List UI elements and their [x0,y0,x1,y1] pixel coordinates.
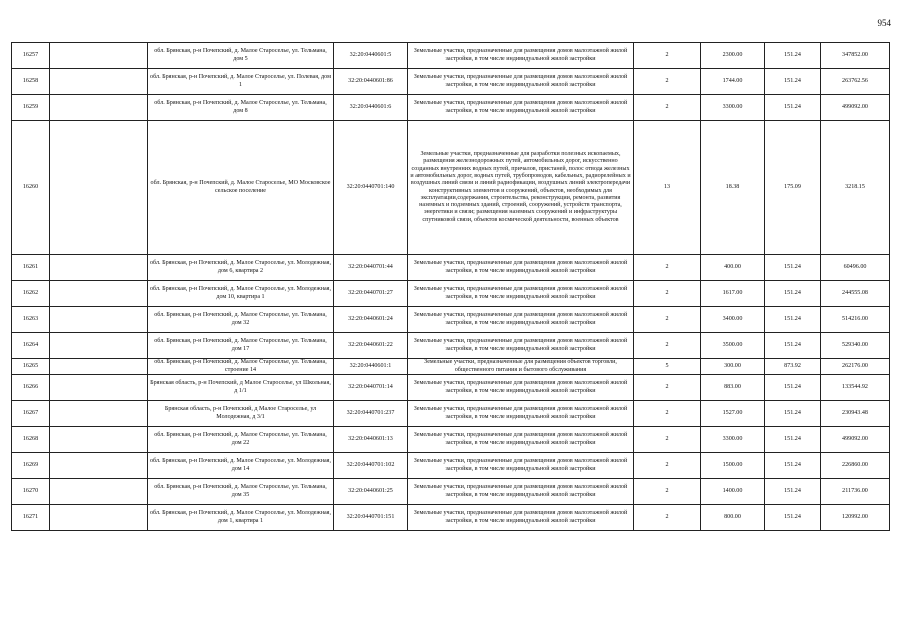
address-cell: обл. Брянская, р-н Почепский, д. Малое Староселье, ул. Молодежная, дом 14 [148,453,334,479]
cadastral-value: 3218.15 [821,121,890,255]
land-use-cell: Земельные участки, предназначенные для размещения домов малоэтажной жилой застройки, в том числе индивидуальной жилой застройки [408,505,634,531]
cadastral-value: 133544.92 [821,375,890,401]
land-use-cell: Земельные участки, предназначенные для размещения домов малоэтажной жилой застройки, в том числе индивидуальной жилой застройки [408,333,634,359]
table-row [12,307,890,333]
cadastral-number: 32:20:0440701:237 [334,401,408,427]
group-number: 5 [634,359,701,375]
rate-value: 151.24 [765,255,821,281]
group-number: 2 [634,479,701,505]
address-cell: Брянская область, р-н Почепский, д Малое Староселье, ул Молодежная, д 3/1 [148,401,334,427]
empty-cell [50,95,148,121]
area-value: 1527.00 [701,401,765,427]
rate-value: 175.09 [765,121,821,255]
empty-cell [50,121,148,255]
rate-value: 151.24 [765,333,821,359]
row-id: 16271 [12,505,50,531]
rate-value: 151.24 [765,43,821,69]
empty-cell [50,375,148,401]
area-value: 1400.00 [701,479,765,505]
empty-cell [50,505,148,531]
cadastral-value: 514216.00 [821,307,890,333]
land-use-cell: Земельные участки, предназначенные для размещения домов малоэтажной жилой застройки, в том числе индивидуальной жилой застройки [408,281,634,307]
row-id: 16270 [12,479,50,505]
address-cell: обл. Брянская, р-н Почепский, д. Малое Староселье, ул. Полевая, дом 1 [148,69,334,95]
cadastral-number: 32:20:0440701:140 [334,121,408,255]
empty-cell [50,307,148,333]
cadastral-number: 32:20:0440601:5 [334,43,408,69]
table-row [12,359,890,375]
address-cell: обл. Брянская, р-н Почепский, д. Малое Староселье, МО Московское сельское поселение [148,121,334,255]
cadastral-value: 499092.00 [821,427,890,453]
area-value: 1744.00 [701,69,765,95]
address-cell: обл. Брянская, р-н Почепский, д. Малое Староселье, ул. Тельмана, дом 32 [148,307,334,333]
cadastral-number: 32:20:0440601:1 [334,359,408,375]
area-value: 3500.00 [701,333,765,359]
land-use-cell: Земельные участки, предназначенные для размещения домов малоэтажной жилой застройки, в том числе индивидуальной жилой застройки [408,427,634,453]
rate-value: 151.24 [765,401,821,427]
area-value: 1500.00 [701,453,765,479]
group-number: 2 [634,281,701,307]
area-value: 3400.00 [701,307,765,333]
row-id: 16269 [12,453,50,479]
land-use-cell: Земельные участки, предназначенные для размещения объектов торговли, общественного питания и бытового обслуживания [408,359,634,375]
rate-value: 151.24 [765,95,821,121]
land-use-cell: Земельные участки, предназначенные для размещения домов малоэтажной жилой застройки, в том числе индивидуальной жилой застройки [408,375,634,401]
group-number: 2 [634,255,701,281]
cadastral-number: 32:20:0440701:44 [334,255,408,281]
group-number: 2 [634,95,701,121]
table-row [12,255,890,281]
land-use-cell: Земельные участки, предназначенные для размещения домов малоэтажной жилой застройки, в том числе индивидуальной жилой застройки [408,255,634,281]
table-row [12,479,890,505]
group-number: 2 [634,505,701,531]
land-use-cell: Земельные участки, предназначенные для размещения домов малоэтажной жилой застройки, в том числе индивидуальной жилой застройки [408,401,634,427]
group-number: 2 [634,375,701,401]
rate-value: 151.24 [765,69,821,95]
land-use-cell: Земельные участки, предназначенные для размещения домов малоэтажной жилой застройки, в том числе индивидуальной жилой застройки [408,95,634,121]
address-cell: Брянская область, р-н Почепский, д Малое Староселье, ул Школьная, д 1/1 [148,375,334,401]
area-value: 2300.00 [701,43,765,69]
area-value: 883.00 [701,375,765,401]
rate-value: 151.24 [765,307,821,333]
cadastral-number: 32:20:0440701:27 [334,281,408,307]
cadastral-number: 32:20:0440601:22 [334,333,408,359]
land-use-cell: Земельные участки, предназначенные для размещения домов малоэтажной жилой застройки, в том числе индивидуальной жилой застройки [408,43,634,69]
cadastral-number: 32:20:0440601:13 [334,427,408,453]
rate-value: 873.92 [765,359,821,375]
row-id: 16265 [12,359,50,375]
empty-cell [50,255,148,281]
address-cell: обл. Брянская, р-н Почепский, д. Малое Староселье, ул. Молодежная, дом 10, квартира 1 [148,281,334,307]
rate-value: 151.24 [765,375,821,401]
area-value: 3300.00 [701,427,765,453]
empty-cell [50,453,148,479]
row-id: 16264 [12,333,50,359]
group-number: 2 [634,453,701,479]
table-row [12,333,890,359]
empty-cell [50,401,148,427]
table-row [12,121,890,255]
cadastral-value: 60496.00 [821,255,890,281]
land-use-cell: Земельные участки, предназначенные для разработки полезных ископаемых, размещения железнодорожных путей, автомобильных дорог, искусственно созданных внутренних водных путей, причалов, пристаней, полос отвода железных и автомобильных дорог, водных путей, трубопроводов, кабельных, радиорелейных и воздушных линий связи и линий радиофикации, воздушных линий электропередачи конструктивных элементов и сооружений, объектов, необходимых для эксплуатации,содержания, строительства, реконструкции, ремонта, развития наземных и подземных зданий, строений, сооружений, устройств транспорта, энергетики и связи; размещения наземных сооружений и инфраструктуры спутниковой связи, объектов космической деятельности, военных объектов [408,121,634,255]
address-cell: обл. Брянская, р-н Почепский, д. Малое Староселье, ул. Тельмана, дом 22 [148,427,334,453]
group-number: 2 [634,43,701,69]
table-row [12,505,890,531]
area-value: 18.38 [701,121,765,255]
group-number: 2 [634,69,701,95]
area-value: 400.00 [701,255,765,281]
cadastral-number: 32:20:0440601:25 [334,479,408,505]
table-row [12,69,890,95]
address-cell: обл. Брянская, р-н Почепский, д. Малое Староселье, ул. Тельмана, дом 5 [148,43,334,69]
cadastral-value: 499092.00 [821,95,890,121]
address-cell: обл. Брянская, р-н Почепский, д. Малое Староселье, ул. Молодежная, дом 1, квартира 1 [148,505,334,531]
address-cell: обл. Брянская, р-н Почепский, д. Малое Староселье, ул. Тельмана, дом 8 [148,95,334,121]
rate-value: 151.24 [765,453,821,479]
cadastral-number: 32:20:0440701:14 [334,375,408,401]
table-row [12,95,890,121]
rate-value: 151.24 [765,427,821,453]
table-row [12,281,890,307]
address-cell: обл. Брянская, р-н Почепский, д. Малое Староселье, ул. Молодежная, дом 6, квартира 2 [148,255,334,281]
table-row [12,427,890,453]
row-id: 16266 [12,375,50,401]
rate-value: 151.24 [765,505,821,531]
group-number: 13 [634,121,701,255]
land-use-cell: Земельные участки, предназначенные для размещения домов малоэтажной жилой застройки, в том числе индивидуальной жилой застройки [408,69,634,95]
row-id: 16267 [12,401,50,427]
empty-cell [50,281,148,307]
rate-value: 151.24 [765,281,821,307]
table-row [12,453,890,479]
row-id: 16257 [12,43,50,69]
table-row [12,375,890,401]
land-use-cell: Земельные участки, предназначенные для размещения домов малоэтажной жилой застройки, в том числе индивидуальной жилой застройки [408,307,634,333]
empty-cell [50,359,148,375]
row-id: 16263 [12,307,50,333]
group-number: 2 [634,307,701,333]
row-id: 16259 [12,95,50,121]
empty-cell [50,333,148,359]
rate-value: 151.24 [765,479,821,505]
group-number: 2 [634,333,701,359]
group-number: 2 [634,427,701,453]
area-value: 800.00 [701,505,765,531]
cadastral-value: 347852.00 [821,43,890,69]
cadastral-number: 32:20:0440701:102 [334,453,408,479]
cadastral-value: 263762.56 [821,69,890,95]
address-cell: обл. Брянская, р-н Почепский, д. Малое Староселье, ул. Тельмана, дом 35 [148,479,334,505]
cadastral-number: 32:20:0440601:6 [334,95,408,121]
address-cell: обл. Брянская, р-н Почепский, д. Малое Староселье, ул. Тельмана, дом 17 [148,333,334,359]
page-number: 954 [877,18,891,28]
cadastral-number: 32:20:0440601:24 [334,307,408,333]
address-cell: обл. Брянская, р-н Почепский, д. Малое Староселье, ул. Тельмана, строение 14 [148,359,334,375]
empty-cell [50,69,148,95]
table-row [12,401,890,427]
cadastral-value: 244555.08 [821,281,890,307]
cadastral-value: 230943.48 [821,401,890,427]
area-value: 3300.00 [701,95,765,121]
cadastral-number: 32:20:0440601:86 [334,69,408,95]
empty-cell [50,427,148,453]
area-value: 300.00 [701,359,765,375]
registry-rows [12,43,890,531]
area-value: 1617.00 [701,281,765,307]
row-id: 16261 [12,255,50,281]
land-use-cell: Земельные участки, предназначенные для размещения домов малоэтажной жилой застройки, в том числе индивидуальной жилой застройки [408,453,634,479]
row-id: 16262 [12,281,50,307]
land-registry-table [11,42,890,531]
land-use-cell: Земельные участки, предназначенные для размещения домов малоэтажной жилой застройки, в том числе индивидуальной жилой застройки [408,479,634,505]
cadastral-value: 211736.00 [821,479,890,505]
cadastral-value: 529340.00 [821,333,890,359]
cadastral-value: 120992.00 [821,505,890,531]
empty-cell [50,43,148,69]
cadastral-value: 262176.00 [821,359,890,375]
empty-cell [50,479,148,505]
group-number: 2 [634,401,701,427]
row-id: 16258 [12,69,50,95]
table-row [12,43,890,69]
row-id: 16260 [12,121,50,255]
cadastral-value: 226860.00 [821,453,890,479]
row-id: 16268 [12,427,50,453]
cadastral-number: 32:20:0440701:151 [334,505,408,531]
